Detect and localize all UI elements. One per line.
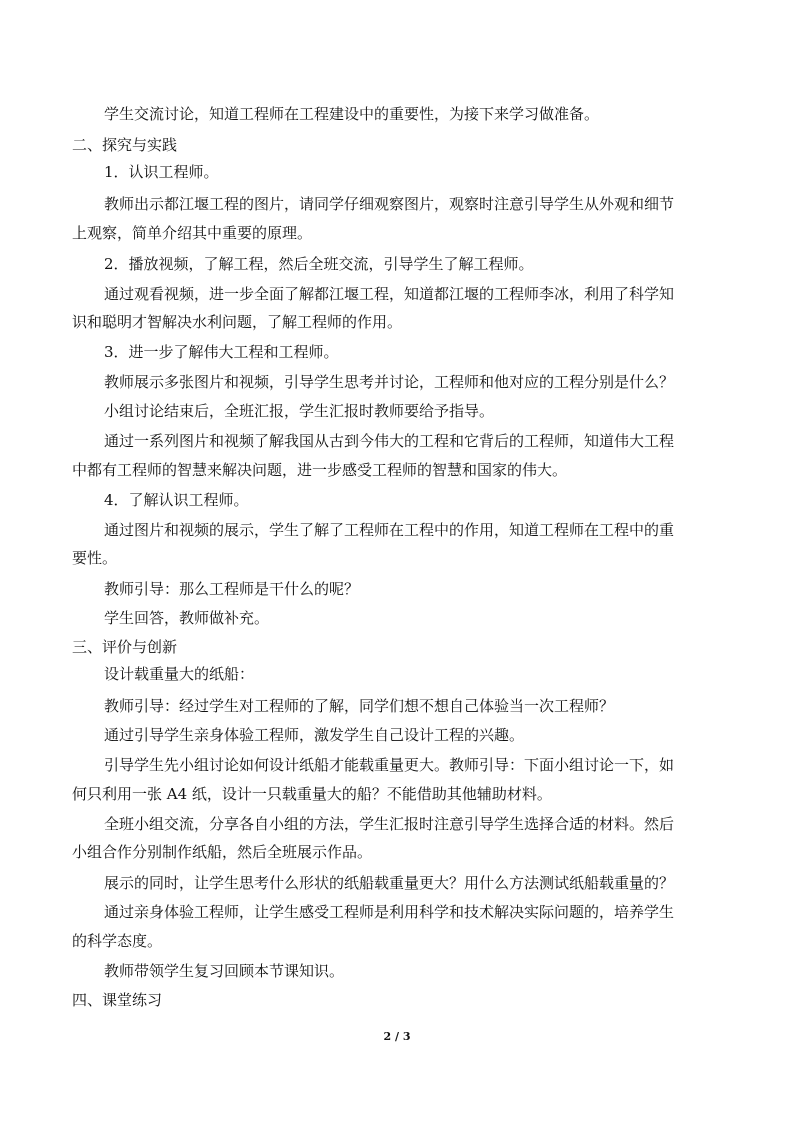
section-heading: 四、课堂练习 xyxy=(72,991,163,1009)
subsection-heading: 4．了解认识工程师。 xyxy=(104,491,249,509)
paragraph-line: 小组合作分别制作纸船，然后全班展示作品。 xyxy=(72,843,373,861)
paragraph-line: 设计载重量大的纸船： xyxy=(104,665,255,683)
paragraph-line: 教师带领学生复习回顾本节课知识。 xyxy=(104,962,345,980)
paragraph-line: 通过引导学生亲身体验工程师，激发学生自己设计工程的兴趣。 xyxy=(104,726,525,744)
paragraph-line: 教师引导：那么工程师是干什么的呢？ xyxy=(104,580,360,598)
paragraph-line: 引导学生先小组讨论如何设计纸船才能载重量更大。教师引导：下面小组讨论一下，如 xyxy=(104,756,675,774)
page-number: 2 / 3 xyxy=(383,1030,411,1043)
section-heading: 二、探究与实践 xyxy=(72,136,178,154)
paragraph-line: 通过一系列图片和视频了解我国从古到今伟大的工程和它背后的工程师，知道伟大工程 xyxy=(104,432,675,450)
paragraph-line: 教师展示多张图片和视频，引导学生思考并讨论，工程师和他对应的工程分别是什么？ xyxy=(104,373,675,391)
subsection-heading: 1．认识工程师。 xyxy=(104,163,219,181)
paragraph-line: 的科学态度。 xyxy=(72,932,163,950)
paragraph-line: 教师引导：经过学生对工程师的了解，同学们想不想自己体验当一次工程师？ xyxy=(104,697,615,715)
paragraph-line: 要性。 xyxy=(72,549,118,567)
paragraph-line: 识和聪明才智解决水利问题，了解工程师的作用。 xyxy=(72,313,403,331)
paragraph-line: 学生回答，教师做补充。 xyxy=(104,609,270,627)
subsection-heading: 3．进一步了解伟大工程和工程师。 xyxy=(104,343,339,361)
paragraph-line: 小组讨论结束后，全班汇报，学生汇报时教师要给予指导。 xyxy=(104,402,495,420)
paragraph-line: 通过图片和视频的展示，学生了解了工程师在工程中的作用，知道工程师在工程中的重 xyxy=(104,521,675,539)
subsection-heading: 2．播放视频，了解工程，然后全班交流，引导学生了解工程师。 xyxy=(104,255,534,273)
paragraph-line: 何只利用一张 A4 纸，设计一只载重量大的船？不能借助其他辅助材料。 xyxy=(72,785,552,803)
paragraph-line: 全班小组交流，分享各自小组的方法，学生汇报时注意引导学生选择合适的材料。然后 xyxy=(104,815,675,833)
section-heading: 三、评价与创新 xyxy=(72,638,178,656)
paragraph-line: 学生交流讨论，知道工程师在工程建设中的重要性，为接下来学习做准备。 xyxy=(104,105,600,123)
paragraph-line: 通过亲身体验工程师，让学生感受工程师是利用科学和技术解决实际问题的，培养学生 xyxy=(104,903,675,921)
paragraph-line: 通过观看视频，进一步全面了解都江堰工程，知道都江堰的工程师李冰，利用了科学知 xyxy=(104,285,675,303)
paragraph-line: 展示的同时，让学生思考什么形状的纸船载重量更大？用什么方法测试纸船载重量的？ xyxy=(104,874,675,892)
paragraph-line: 教师出示都江堰工程的图片，请同学仔细观察图片，观察时注意引导学生从外观和细节 xyxy=(104,195,675,213)
paragraph-line: 上观察，简单介绍其中重要的原理。 xyxy=(72,224,313,242)
paragraph-line: 中都有工程师的智慧来解决问题，进一步感受工程师的智慧和国家的伟大。 xyxy=(72,461,568,479)
